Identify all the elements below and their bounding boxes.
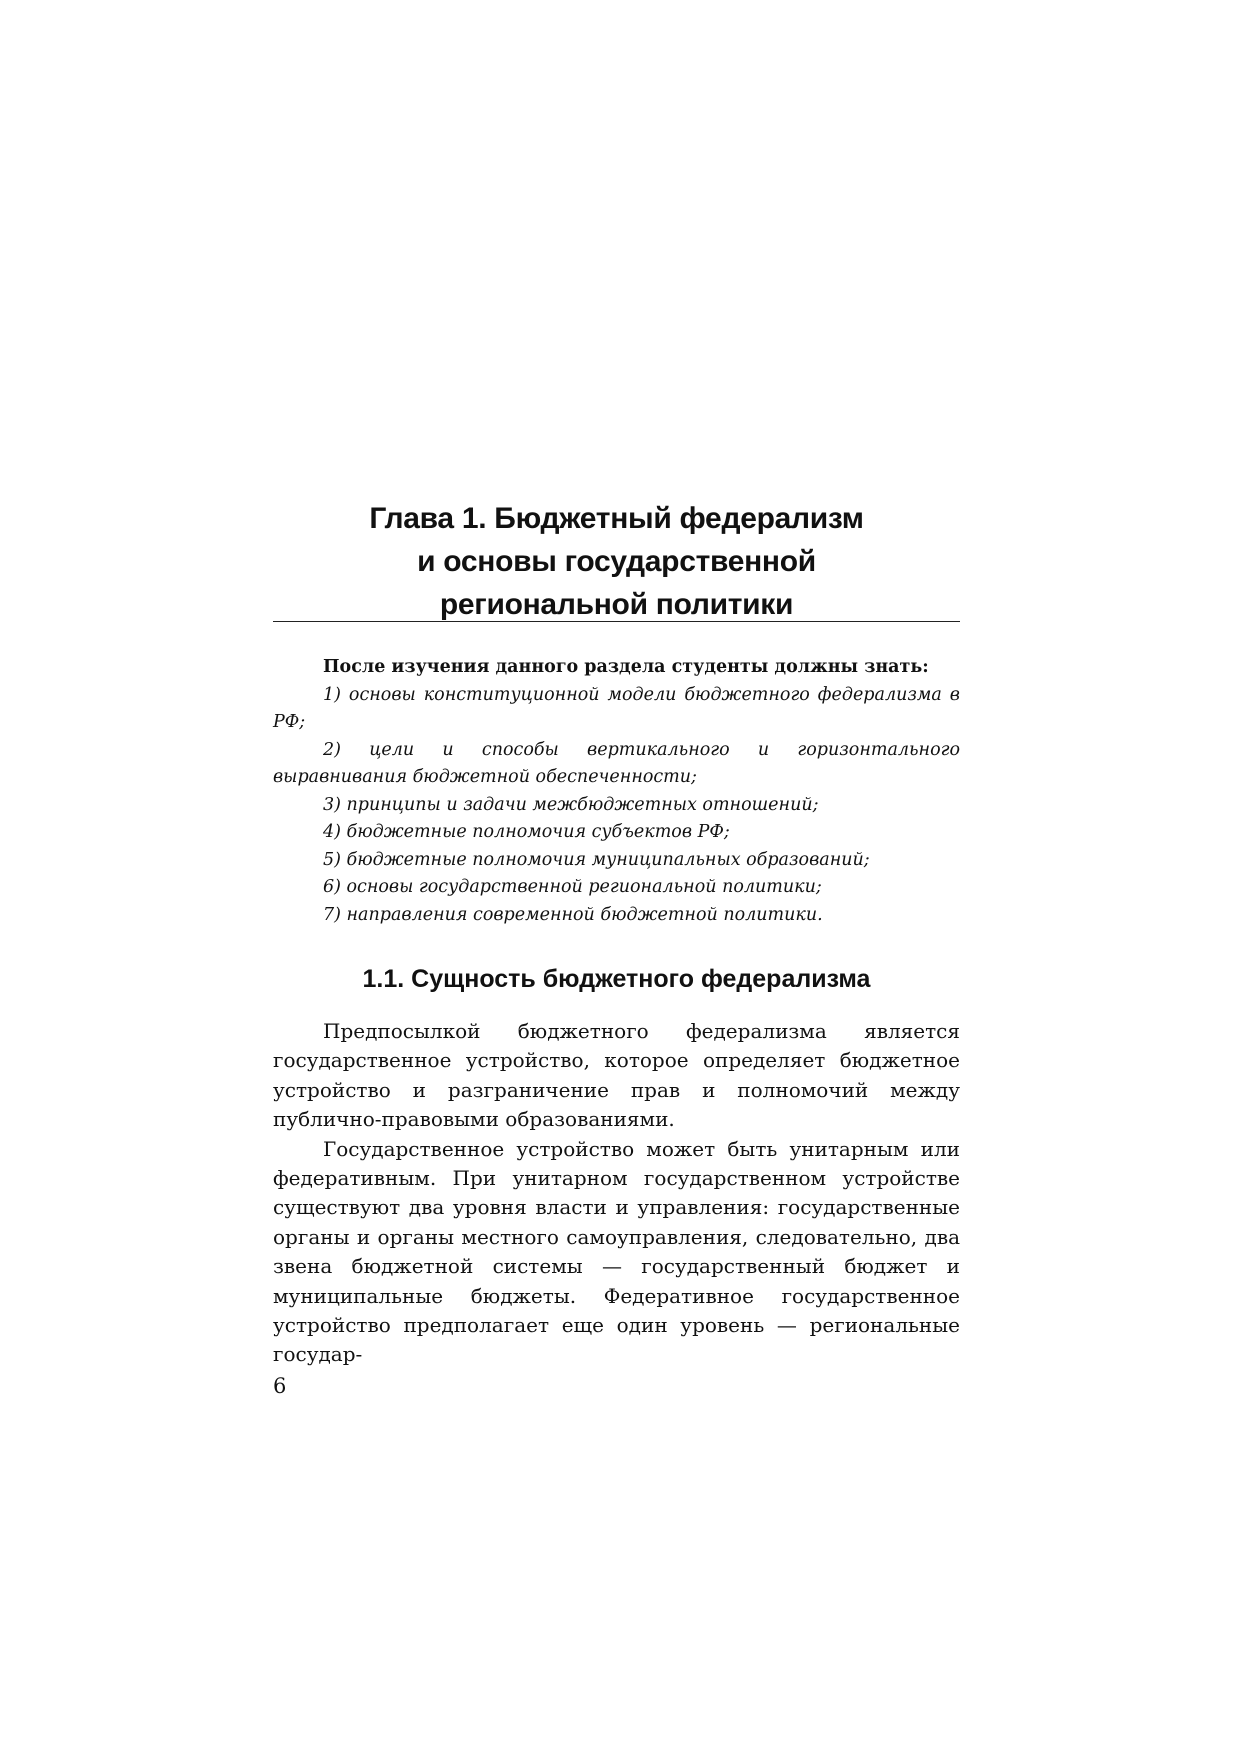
chapter-title-line: и основы государственной xyxy=(417,545,816,578)
objective-item: 2) цели и способы вертикального и горизонтального выравнивания бюджетной обеспеченности; xyxy=(273,739,960,787)
objectives-lead: После изучения данного раздела студенты должны знать: xyxy=(323,657,929,677)
learning-objectives xyxy=(273,654,960,929)
objective-item: 6) основы государственной региональной политики; xyxy=(323,877,822,897)
body-paragraph: Государственное устройство может быть унитарным или федеративным. При унитарном государственном устройстве существуют два уровня власти и управления: государственные органы и органы местного самоуправления, следовательно, два звена бюджетной системы — государственный бюджет и муниципальные бюджеты. Федеративное государственное устройство предполагает еще один уровень — региональные государ- xyxy=(273,1136,960,1367)
body-text xyxy=(273,1017,960,1370)
section-title: 1.1. Сущность бюджетного федерализма xyxy=(362,965,871,993)
body-paragraph: Предпосылкой бюджетного федерализма является государственное устройство, которое определяет бюджетное устройство и разграничение прав и полномочий между публично-правовыми образованиями. xyxy=(273,1019,960,1132)
objective-item: 1) основы конституционной модели бюджетного федерализма в РФ; xyxy=(273,684,960,732)
objective-item: 3) принципы и задачи межбюджетных отношений; xyxy=(323,794,819,815)
chapter-title-line: региональной политики xyxy=(439,588,794,621)
objective-item: 5) бюджетные полномочия муниципальных образований; xyxy=(323,849,870,870)
chapter-title-rule xyxy=(273,621,960,622)
document-page xyxy=(273,0,960,1755)
objective-item: 4) бюджетные полномочия субъектов РФ; xyxy=(323,822,730,842)
page-number: 6 xyxy=(273,1374,287,1398)
objective-item: 7) направления современной бюджетной политики. xyxy=(323,904,823,925)
chapter-title-line: Глава 1. Бюджетный федерализм xyxy=(369,502,864,535)
chapter-title xyxy=(273,497,960,626)
